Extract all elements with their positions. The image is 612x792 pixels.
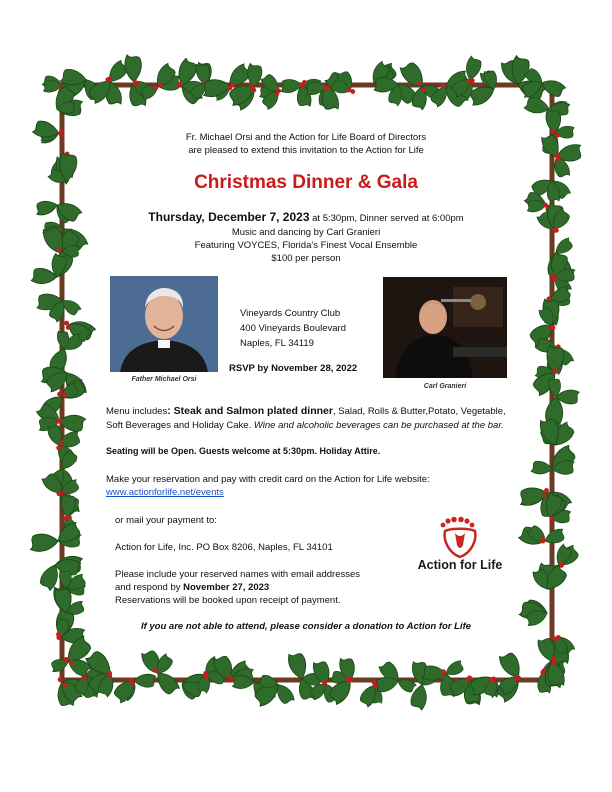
menu-prefix: Menu includes	[106, 406, 168, 417]
include-line-2	[115, 581, 360, 594]
event-featuring: Featuring VOYCES, Florida’s Finest Vocal Ensemble	[194, 240, 418, 251]
seating-note: Seating will be Open. Guests welcome at 5:30pm. Holiday Attire.	[106, 446, 381, 456]
menu-highlight: : Steak and Salmon plated dinner	[167, 405, 333, 417]
holly-sprig	[37, 293, 82, 322]
holly-sprig	[532, 563, 569, 593]
venue-name: Vineyards Country Club	[240, 308, 341, 319]
respond-by-text: and respond by	[115, 582, 184, 593]
include-line-1: Please include your reserved names with email addresses	[115, 569, 361, 580]
event-date: Thursday, December 7, 2023	[148, 210, 310, 224]
intro-line-1: Fr. Michael Orsi and the Action for Life Board of Directors	[185, 132, 427, 143]
holly-sprig	[494, 651, 525, 703]
intro-text	[0, 131, 612, 157]
carl-granieri-caption: Carl Granieri	[423, 383, 467, 390]
menu-description	[106, 404, 516, 433]
respond-by-date: November 27, 2023	[183, 582, 270, 593]
menu-beverage-note: Wine and alcoholic beverages can be purchased at the bar.	[253, 420, 504, 431]
carl-granieri-photo	[383, 277, 507, 378]
reservation-text: Make your reservation and pay with credit card on the Action for Life website:	[106, 474, 430, 485]
holly-sprig	[518, 524, 565, 551]
include-instructions	[115, 568, 360, 607]
holly-sprig	[139, 63, 180, 100]
donation-footer: If you are not able to attend, please consider a donation to Action for Life	[140, 621, 472, 632]
holly-sprig	[123, 55, 154, 107]
event-music: Music and dancing by Carl Granieri	[231, 227, 381, 238]
holly-sprig	[259, 72, 283, 110]
website-link[interactable]: www.actionforlife.net/events	[106, 487, 224, 498]
venue-block	[240, 306, 346, 351]
holly-sprig	[112, 672, 156, 704]
holly-sprig	[376, 660, 417, 694]
event-time: at 5:30pm, Dinner served at 6:00pm	[309, 213, 464, 224]
intro-line-2: are pleased to extend this invitation to the Action for Life	[188, 145, 424, 156]
event-title: Christmas Dinner & Gala	[194, 172, 418, 193]
venue-city: Naples, FL 34119	[240, 338, 314, 349]
include-line-3: Reservations will be booked upon receipt of payment.	[115, 595, 341, 606]
logo-text: Action for Life	[417, 558, 503, 572]
mailing-address: Action for Life, Inc. PO Box 8206, Naples, FL 34101	[115, 542, 333, 553]
father-orsi-photo	[110, 276, 218, 372]
footprint-icon	[405, 515, 515, 559]
event-details	[0, 226, 612, 265]
action-for-life-logo	[405, 515, 515, 577]
holly-sprig	[141, 649, 181, 696]
rsvp-deadline: RSVP by November 28, 2022	[229, 363, 358, 374]
reservation-block	[106, 473, 430, 499]
menu-rest: , Salad, Rolls & Butter,Potato, Vegetable, Soft Beverages and Holiday Cake.	[106, 406, 506, 431]
holly-sprig	[469, 673, 501, 697]
holly-sprig	[31, 521, 83, 552]
father-orsi-caption: Father Michael Orsi	[131, 376, 197, 383]
event-date-time	[0, 210, 612, 226]
holly-sprig	[543, 378, 579, 426]
venue-street: 400 Vineyards Boulevard	[240, 323, 346, 334]
event-price: $100 per person	[271, 253, 341, 264]
mail-payment-text: or mail your payment to:	[115, 515, 217, 526]
